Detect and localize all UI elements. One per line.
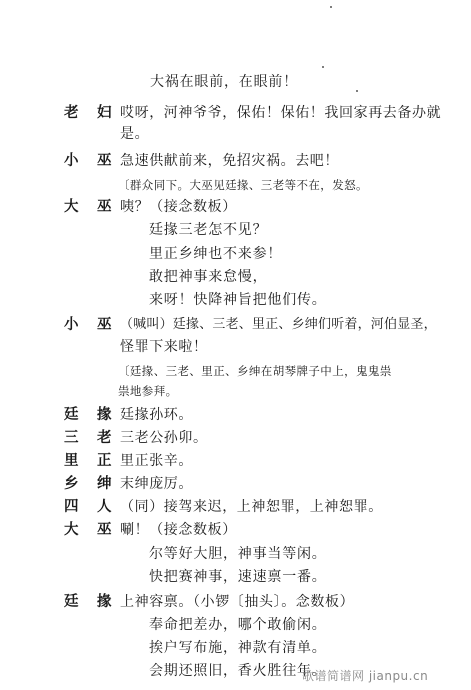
- scan-speck: [330, 6, 332, 8]
- stage-direction: 祟地参拜。: [118, 384, 178, 398]
- verse-line: 奉命把差办，哪个敢偷闲。: [149, 617, 327, 633]
- speaker-label: 小 巫: [64, 316, 114, 333]
- speaker-label: 大 巫: [64, 521, 114, 538]
- dialogue-line: （喊叫）廷掾、三老、里正、乡绅们听着，河伯显圣，: [120, 317, 437, 332]
- verse-line: 尔等好大胆，神事当等闲。: [149, 546, 327, 562]
- site-watermark: 歌谱简谱网 jianpu.cn: [302, 669, 429, 683]
- verse-line: 快把赛神事，速速禀一番。: [149, 569, 327, 585]
- speaker-label: 廷 掾: [64, 593, 114, 610]
- dialogue-line: 是。: [120, 126, 150, 142]
- speaker-label: 四 人: [64, 498, 114, 515]
- speaker-label: 大 巫: [64, 198, 114, 215]
- dialogue-line: 唰！（接念数板）: [120, 522, 237, 538]
- dialogue-line: 里正张辛。: [120, 453, 193, 469]
- stage-direction: 〔群众同下。大巫见廷掾、三老等不在，发怒。: [118, 178, 368, 192]
- dialogue-line: （同）接驾来迟，上神恕罪，上神恕罪。: [120, 499, 383, 515]
- dialogue-line: 咦？（接念数板）: [120, 199, 237, 215]
- speaker-label: 老 妇: [64, 104, 114, 121]
- verse-line: 里正乡绅也不来参！: [149, 246, 283, 262]
- scan-speck: [356, 90, 358, 92]
- verse-line: 会期还照旧，香火胜往年。: [149, 663, 327, 679]
- dialogue-line: 哎呀，河神爷爷，保佑！保佑！我回家再去备办就: [120, 105, 442, 121]
- dialogue-line: 廷掾孙环。: [120, 407, 193, 423]
- scan-speck: [322, 66, 324, 68]
- speaker-label: 三 老: [64, 429, 114, 446]
- stage-direction: 〔廷掾、三老、里正、乡绅在胡琴牌子中上，鬼鬼祟: [118, 364, 392, 378]
- verse-line: 廷掾三老怎不见？: [149, 222, 268, 238]
- speaker-label: 乡 绅: [64, 475, 114, 492]
- dialogue-line: 急速供献前来，免招灾祸。去吧！: [120, 153, 339, 169]
- verse-line: 大祸在眼前，在眼前！: [150, 74, 298, 90]
- verse-line: 敢把神事来怠慢，: [149, 269, 268, 285]
- dialogue-line: 三老公孙卯。: [120, 430, 208, 446]
- dialogue-line: 末绅庞厉。: [120, 476, 193, 492]
- dialogue-line: 怪罪下来啦！: [120, 339, 208, 355]
- verse-line: 来呀！快降神旨把他们传。: [149, 292, 327, 308]
- verse-line: 挨户写布施，神款有清单。: [149, 640, 327, 656]
- speaker-label: 里 正: [64, 452, 114, 469]
- speaker-label: 廷 掾: [64, 406, 114, 423]
- speaker-label: 小 巫: [64, 152, 114, 169]
- dialogue-line: 上神容禀。（小锣〔抽头〕。念数板）: [120, 594, 355, 610]
